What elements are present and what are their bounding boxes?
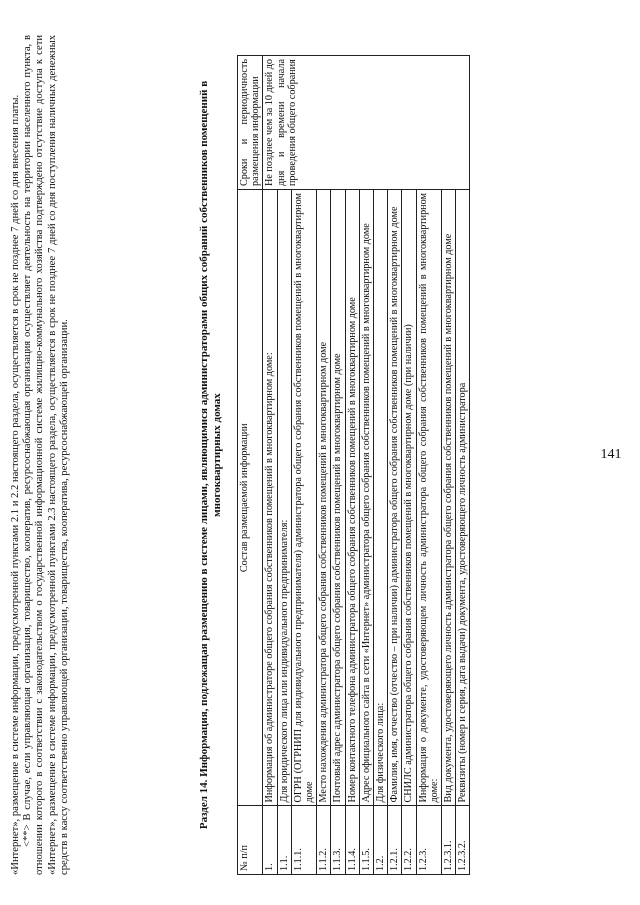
row-text: Фамилия, имя, отчество (отчество – при наличии) администратора общего собрания собственников помещений в многоквартирном доме	[388, 190, 402, 806]
row-number: 1.1.2.	[317, 806, 331, 875]
row-text: ОГРН (ОГРНИП для индивидуального предпринимателя) администратора общего собрания собственников помещений в многоквартирном доме	[291, 190, 316, 806]
row-number: 1.2.2.	[402, 806, 416, 875]
row-text: Адрес официального сайта в сети «Интернет» администратора общего собрания собственников помещений в многоквартирном доме	[359, 190, 373, 806]
row-text: Вид документа, удостоверяющего личность администратора общего собрания собственников помещений в многоквартирном доме	[442, 190, 456, 806]
row-number: 1.2.3.1.	[442, 806, 456, 875]
table-body	[263, 56, 470, 875]
row-text: Для физического лица:	[374, 190, 388, 806]
row-text: Информация об администраторе общего собрания собственников помещений в многоквартирном доме:	[263, 190, 277, 806]
row-text: Почтовый адрес администратора общего собрания собственников помещений в многоквартирном доме	[331, 190, 345, 806]
row-number: 1.1.3.	[331, 806, 345, 875]
intro-paragraph-2: <**> В случае, если управляющая организация, товарищество, кооператив, ресурсоснабжающая организация осуществляет деятельность на территории населенного пункта, в отношении которого в соответствии с законодательством о государственной информационной системе жилищно-коммунального хозяйства подтверждено отсутствие доступа к сети «Интернет», размещение в системе информации, предусмотренной пунктами 2.3 настоящего раздела, осуществляется в срок не позднее 7 дней со дня поступления наличных денежных средств в кассу соответственно управляющей организации, товарищества, кооператива, ресурсоснабжающей организации.	[22, 35, 70, 875]
intro-paragraph-1: «Интернет», размещение в системе информации, предусмотренной пунктами 2.1 и 2.2 настоящего раздела, осуществляется в срок не позднее 7 дней со дня внесения платы.	[10, 94, 21, 875]
row-number: 1.2.1.	[388, 806, 402, 875]
row-number: 1.2.	[374, 806, 388, 875]
section-title: Раздел 14. Информация, подлежащая размещению в системе лицами, являющимися администраторами общих собраний собственников помещений в многоквартирных домах	[198, 80, 223, 830]
row-number: 1.1.4.	[345, 806, 359, 875]
deadline-cell: Не позднее чем за 10 дней до дня и времени начала проведения общего собрания	[263, 56, 470, 190]
row-number: 1.	[263, 806, 277, 875]
page-number: 141	[600, 447, 622, 462]
row-text: Реквизиты (номер и серия, дата выдачи) документа, удостоверяющего личность администратора	[456, 190, 470, 806]
row-text: Информация о документе, удостоверяющем личность администратора общего собрания собственников помещений в многоквартирном доме:	[416, 190, 441, 806]
row-number: 1.2.3.2.	[456, 806, 470, 875]
row-text: Место нахождения администратора общего собрания собственников помещений в многоквартирном доме	[317, 190, 331, 806]
row-number: 1.2.3.	[416, 806, 441, 875]
row-number: 1.1.	[277, 806, 291, 875]
table-row	[263, 56, 277, 875]
info-table	[237, 55, 470, 875]
header-deadline: Сроки и периодичность размещения информации	[238, 56, 263, 190]
row-number: 1.1.1.	[291, 806, 316, 875]
row-text: Для юридического лица или индивидуального предпринимателя:	[277, 190, 291, 806]
intro-text	[10, 35, 71, 875]
header-composition: Состав размещаемой информации	[238, 190, 263, 806]
row-text: СНИЛС администратора общего собрания собственников помещений в многоквартирном доме (при наличии)	[402, 190, 416, 806]
table-header-row	[238, 56, 263, 875]
row-text: Номер контактного телефона администратора общего собрания собственников помещений в многоквартирном доме	[345, 190, 359, 806]
row-number: 1.1.5.	[359, 806, 373, 875]
header-num: № п/п	[238, 806, 263, 875]
